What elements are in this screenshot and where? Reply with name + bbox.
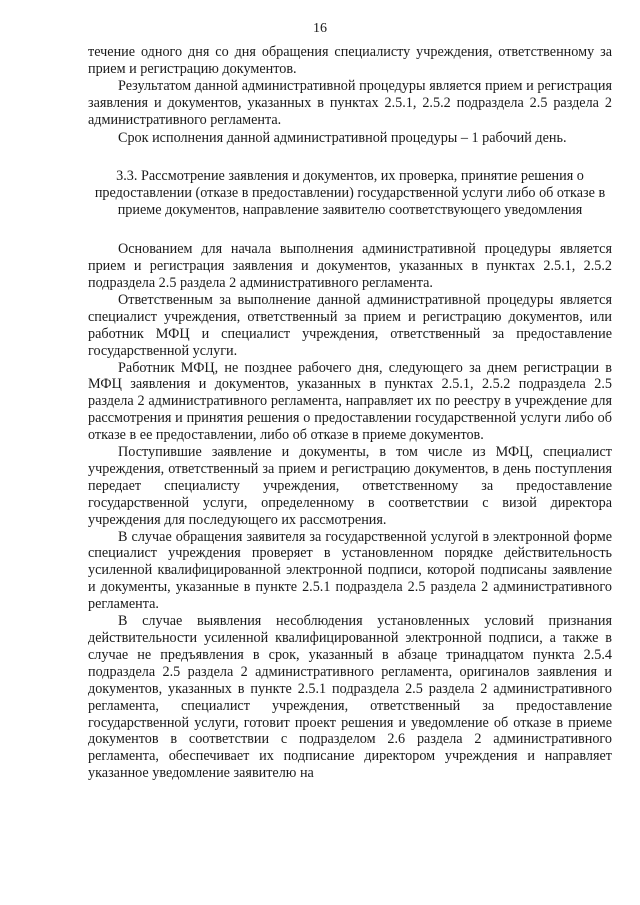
paragraph-electronic-form: В случае обращения заявителя за государственной услугой в электронной форме специалист учреждения проверяет в установленном порядке действительность усиленной квалифицированной электронной подписи, которой подписаны заявление и документы, указанные в пункте 2.5.1 подраздела 2.5 раздела 2 административного регламента. xyxy=(88,528,612,613)
paragraph-mfc-worker: Работник МФЦ, не позднее рабочего дня, следующего за днем регистрации в МФЦ заявления и документов, указанных в пунктах 2.5.1, 2.5.2 подраздела 2.5 раздела 2 административного регламента, направляет их по реестру в учреждение для рассмотрения и принятия решения о предоставлении государственной услуги либо об отказе в ее предоставлении, либо об отказе в приеме документов. xyxy=(88,359,612,444)
paragraph-responsible: Ответственным за выполнение данной административной процедуры является специалист учреждения, ответственный за прием и регистрацию документов, или работник МФЦ и специалист учреждения, ответственный за предоставление государственной услуги. xyxy=(88,291,612,359)
document-body xyxy=(88,44,612,782)
paragraph-result: Результатом данной административной процедуры является прием и регистрация заявления и документов, указанных в пунктах 2.5.1, 2.5.2 подраздела 2.5 раздела 2 административного регламента. xyxy=(88,77,612,128)
paragraph-basis: Основанием для начала выполнения административной процедуры является прием и регистрация заявления и документов, указанных в пунктах 2.5.1, 2.5.2 подраздела 2.5 раздела 2 административного регламента. xyxy=(88,241,612,291)
page-number: 16 xyxy=(313,21,327,36)
paragraph-received-documents: Поступившие заявление и документы, в том числе из МФЦ, специалист учреждения, ответственный за прием и регистрацию документов, в день поступления передает специалисту учреждения, ответственному за предоставление государственной услуги, определенному в соответствии с визой директора учреждения для последующего их рассмотрения. xyxy=(88,444,612,528)
section-heading: 3.3. Рассмотрение заявления и документов, их проверка, принятие решения о предоставлении (отказе в предоставлении) государственной услуги либо об отказе в приеме документов, направление заявителю соответствующего уведомления xyxy=(94,168,606,219)
paragraph-continuation: течение одного дня со дня обращения специалисту учреждения, ответственному за прием и регистрацию документов. xyxy=(88,44,612,77)
paragraph-deadline: Срок исполнения данной административной процедуры – 1 рабочий день. xyxy=(118,129,567,146)
paragraph-signature-violation: В случае выявления несоблюдения установленных условий признания действительности усиленной квалифицированной электронной подписи, а также в случае не предъявления в срок, указанный в абзаце тринадцатом пункта 2.5.4 подраздела 2.5 раздела 2 административного регламента, оригиналов заявления и документов, указанных в пункте 2.5.1 подраздела 2.5 раздела 2 административного регламента, специалист учреждения, ответственный за предоставление государственной услуги, готовит проект решения и уведомление об отказе в приеме документов в соответствии с подразделом 2.6 раздела 2 административного регламента, обеспечивает их подписание директором учреждения и направляет указанное уведомление заявителю на xyxy=(88,613,612,782)
